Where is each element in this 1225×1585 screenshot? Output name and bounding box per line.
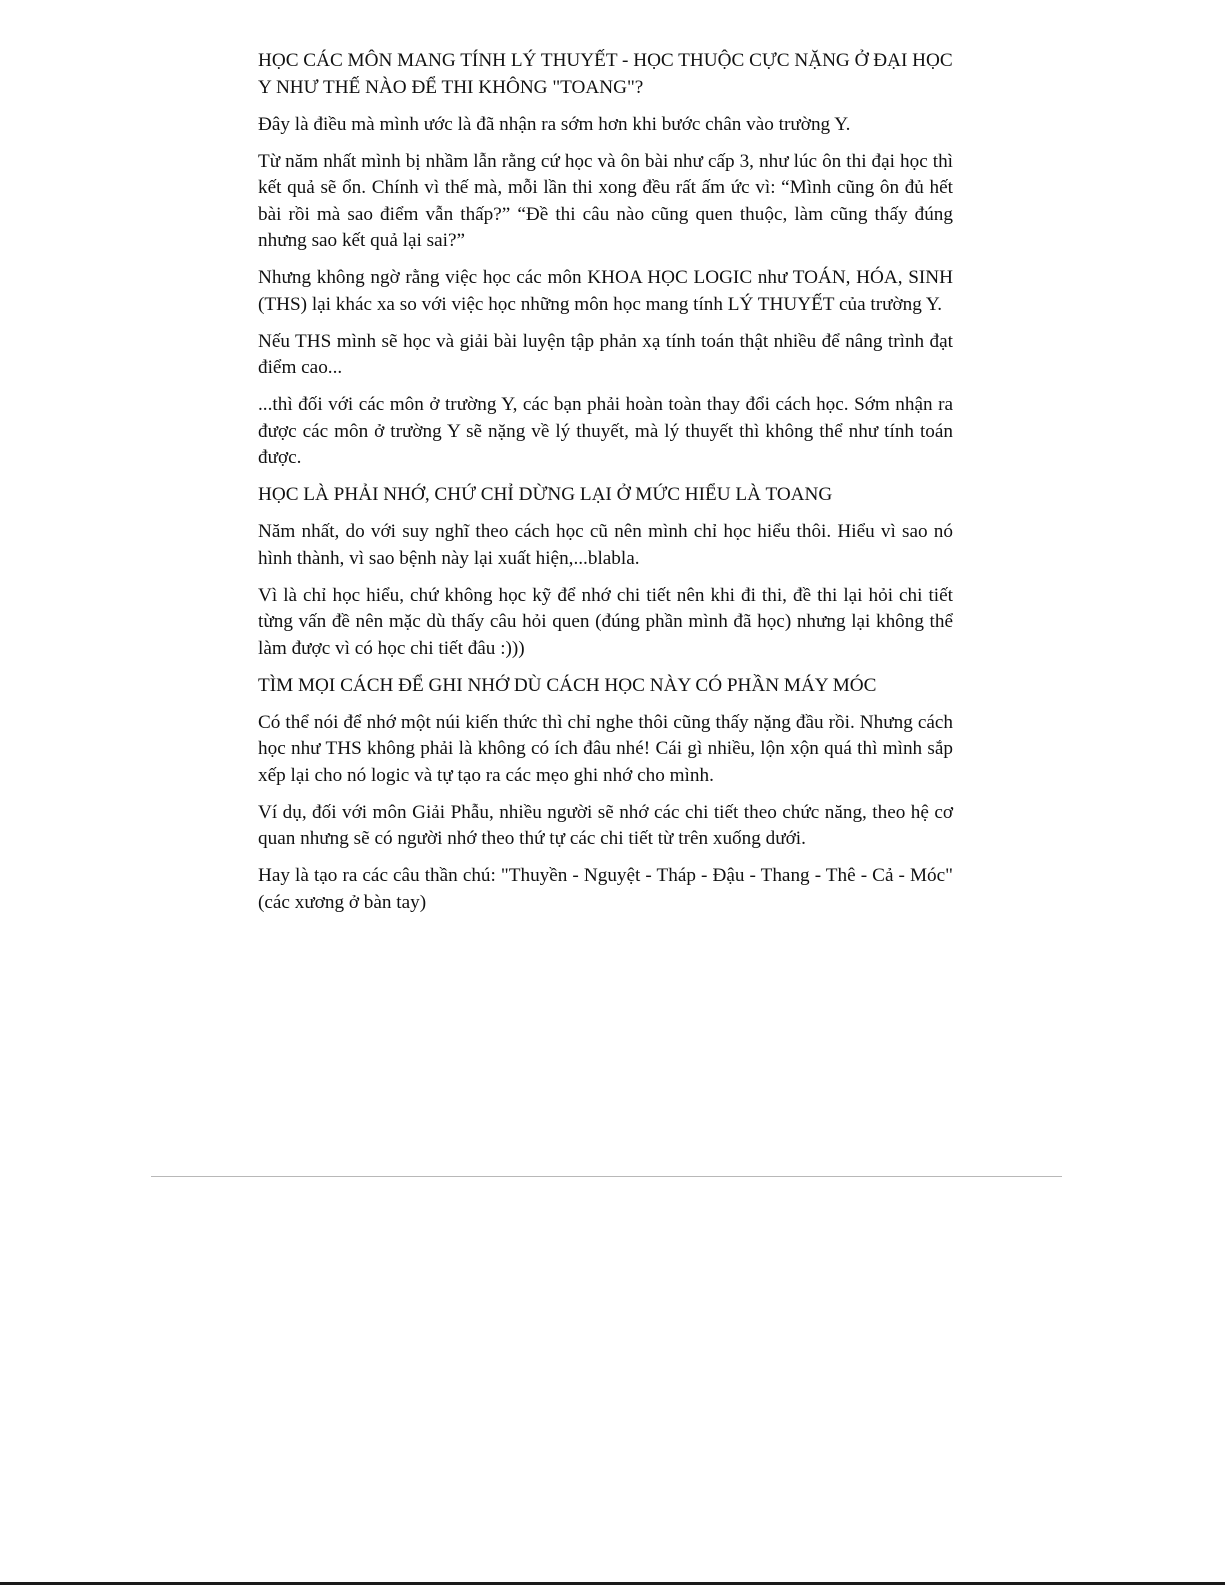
paragraph: Từ năm nhất mình bị nhầm lẫn rằng cứ học và ôn bài như cấp 3, như lúc ôn thi đại học thì kết quả sẽ ổn. Chính vì thế mà, mỗi lần thi xong đều rất ấm ức vì: “Mình cũng ôn đủ hết bài rồi mà sao điểm vẫn thấp?” “Đề thi câu nào cũng quen thuộc, làm cũng thấy đúng nhưng sao kết quả lại sai?” xyxy=(258,150,953,251)
paragraph: Vì là chỉ học hiểu, chứ không học kỹ để nhớ chi tiết nên khi đi thi, đề thi lại hỏi chi tiết từng vấn đề nên mặc dù thấy câu hỏi quen (đúng phần mình đã học) nhưng lại không thể làm được vì có học chi tiết đâu :))) xyxy=(258,584,953,659)
paragraph: Năm nhất, do với suy nghĩ theo cách học cũ nên mình chỉ học hiểu thôi. Hiểu vì sao nó hình thành, vì sao bệnh này lại xuất hiện,...blabla. xyxy=(258,521,953,569)
section-heading: HỌC CÁC MÔN MANG TÍNH LÝ THUYẾT - HỌC THUỘC CỰC NẶNG Ở ĐẠI HỌC Y NHƯ THẾ NÀO ĐỂ THI KHÔNG "TOANG"? xyxy=(258,50,953,98)
page-divider xyxy=(151,1176,1062,1177)
document-body xyxy=(258,48,953,927)
paragraph: Hay là tạo ra các câu thần chú: "Thuyền - Nguyệt - Tháp - Đậu - Thang - Thê - Cả - Móc" (các xương ở bàn tay) xyxy=(258,865,953,913)
section-heading: TÌM MỌI CÁCH ĐỂ GHI NHỚ DÙ CÁCH HỌC NÀY CÓ PHẦN MÁY MÓC xyxy=(258,674,877,696)
paragraph: ...thì đối với các môn ở trường Y, các bạn phải hoàn toàn thay đổi cách học. Sớm nhận ra được các môn ở trường Y sẽ nặng về lý thuyết, mà lý thuyết thì không thể như tính toán được. xyxy=(258,394,953,468)
paragraph: Nhưng không ngờ rằng việc học các môn KHOA HỌC LOGIC như TOÁN, HÓA, SINH (THS) lại khác xa so với việc học những môn học mang tính LÝ THUYẾT của trường Y. xyxy=(258,267,953,315)
paragraph: Nếu THS mình sẽ học và giải bài luyện tập phản xạ tính toán thật nhiều để nâng trình đạt điểm cao... xyxy=(258,330,953,378)
paragraph: Có thể nói để nhớ một núi kiến thức thì chỉ nghe thôi cũng thấy nặng đầu rồi. Nhưng cách học như THS không phải là không có ích đâu nhé! Cái gì nhiều, lộn xộn quá thì mình sắp xếp lại cho nó logic và tự tạo ra các mẹo ghi nhớ cho mình. xyxy=(258,711,953,786)
paragraph: Ví dụ, đối với môn Giải Phẫu, nhiều người sẽ nhớ các chi tiết theo chức năng, theo hệ cơ quan nhưng sẽ có người nhớ theo thứ tự các chi tiết từ trên xuống dưới. xyxy=(258,801,953,849)
section-heading: HỌC LÀ PHẢI NHỚ, CHỨ CHỈ DỪNG LẠI Ở MỨC HIỂU LÀ TOANG xyxy=(258,484,833,505)
paragraph: Đây là điều mà mình ước là đã nhận ra sớm hơn khi bước chân vào trường Y. xyxy=(258,113,851,135)
